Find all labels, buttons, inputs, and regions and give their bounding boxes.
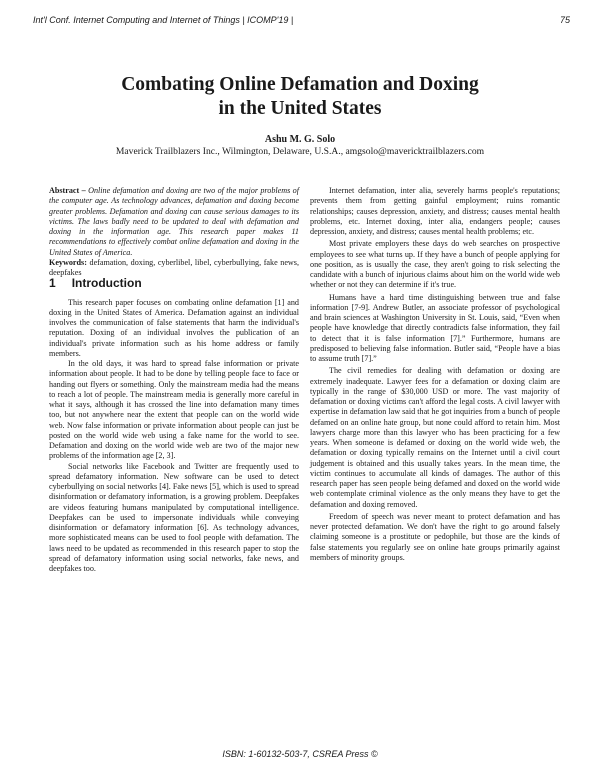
- page-footer: ISBN: 1-60132-503-7, CSREA Press ©: [222, 749, 378, 759]
- title-line-2: in the United States: [218, 97, 382, 119]
- body-paragraph: Social networks like Facebook and Twitter are frequently used to spread defamatory information. New software can be used to detect cyberbullying on social networks [4]. Fake news [5], which is used to spread disinformation or defamatory information, is a growing problem. Deepfakes are videos featuring humans manipulated by computational intelligence. Deepfakes can be used to impersonate individuals while conveying disinformation or defamatory information [6]. As technology advances, more sophisticated means can be used to fool people with defamation. The laws need to be updated as recommended in this research paper to stop the spread of defamatory information using social networks, fake news, and deepfakes too.: [49, 461, 299, 573]
- body-paragraph: Humans have a hard time distinguishing between true and false information [7-9]. Andrew Butler, an associate professor of psychological and brain sciences at Washington University in St. Louis, said, “Even when people have knowledge that directly contradicts false information, they fail to detect that it is false information [7].” Furthermore, humans are predisposed to believing false information. Butler said, “People have a bias to assume truth [7].”: [310, 292, 560, 363]
- running-header: [33, 15, 570, 25]
- section-number: 1: [49, 276, 56, 291]
- right-column: [310, 186, 560, 565]
- author-affiliation: Maverick Trailblazers Inc., Wilmington, Delaware, U.S.A., amgsolo@mavericktrailblazers.com: [115, 146, 485, 157]
- body-paragraph: In the old days, it was hard to spread false information or private information about people. It had to be done by telling people face to face or handing out flyers or something. Only the mainstream media had the means to reach a lot of people. The mainstream media is generally more careful in what it says, although it has crossed the line into defamation many times too, but not anywhere near the extent that people can on the world wide web. Now false information or private information about people can just be posted on the world wide web using a fake name for the world to see. Defamation and doxing on the world wide web are two of the major new problems of the information age [2, 3].: [49, 359, 299, 461]
- abstract-text: Online defamation and doxing are two of the major problems of the computer age. As technology advances, defamation and doxing become greater problems. Defamation and doxing can cause serious damages to its victims. The laws badly need to be updated to deal with defamation and doxing in the information age. This research paper makes 11 recommendations to effectively combat online defamation and doxing in the United States of America.: [49, 186, 300, 257]
- abstract: [49, 186, 299, 258]
- section-heading: [49, 276, 299, 291]
- title-line-1: Combating Online Defamation and Doxing: [121, 74, 479, 95]
- left-column: [49, 186, 299, 574]
- body-paragraph: The civil remedies for dealing with defamation or doxing are extremely inadequate. Lawyer fees for a defamation or doxing claim are typically in the range of $30,000 USD or more. The vast majority of defamation or doxing victims can't afford the legal costs. A civil lawyer with expertise in defamation law said that he got inquiries from a bunch of people defamed on an online hate group, but none could afford to retain him. Most lawyers charge more than this lawyer who has been practicing for a few years. When someone is defamed or doxing on the world wide web, the defamation or doxing typically remains on the Internet until a civil court judgement is obtained and this usually takes years. In the mean time, the victim continues to accumulate all kinds of damages. The author of this research paper has seen people being defamed and doxed on the world wide web contemplate criminal violence as the only means they have to get the defamation and doxing removed.: [310, 366, 560, 509]
- keywords: [49, 258, 299, 279]
- paper-title: [0, 73, 600, 120]
- body-paragraph: Freedom of speech was never meant to protect defamation and has never protected defamation. We don't have the right to go around falsely claiming someone is a prostitute or pedophile, but those are the kinds of false statements you regularly see on online hate groups primarily against members of minority groups.: [310, 511, 560, 562]
- keywords-text: defamation, doxing, cyberlibel, libel, cyberbullying, fake news, deepfakes: [49, 257, 299, 277]
- page-number: 75: [559, 15, 570, 25]
- body-paragraph: Internet defamation, inter alia, severely harms people's reputations; prevents them from getting gainful employment; ruins romantic relationships; causes depression, anxiety, and distress; causes mental health problems, etc. Internet doxing, inter alia, endangers people; causes depression, anxiety, and distress; causes mental health problems; etc.: [310, 186, 560, 236]
- conference-name: Int'l Conf. Internet Computing and Internet of Things | ICOMP'19 |: [33, 15, 294, 25]
- keywords-label: Keywords:: [49, 257, 87, 267]
- author-name: Ashu M. G. Solo: [264, 134, 336, 145]
- body-paragraph: This research paper focuses on combating online defamation [1] and doxing in the United States of America. Defamation against an individual involves the communication of false statements that harm the individual's reputation. Doxing of an individual involves the publication of an individual's private information such as his home address or family members.: [49, 297, 299, 358]
- abstract-label: Abstract –: [49, 186, 86, 195]
- section-title: Introduction: [71, 276, 142, 291]
- body-paragraph: Most private employers these days do web searches on prospective employees to see what turns up. If they have a bunch of people applying for one position, as is usually the case, they aren't going to risk selecting the candidate with a bunch of injurious claims about him on the world wide web whether or not they can determine if it's true.: [310, 239, 560, 290]
